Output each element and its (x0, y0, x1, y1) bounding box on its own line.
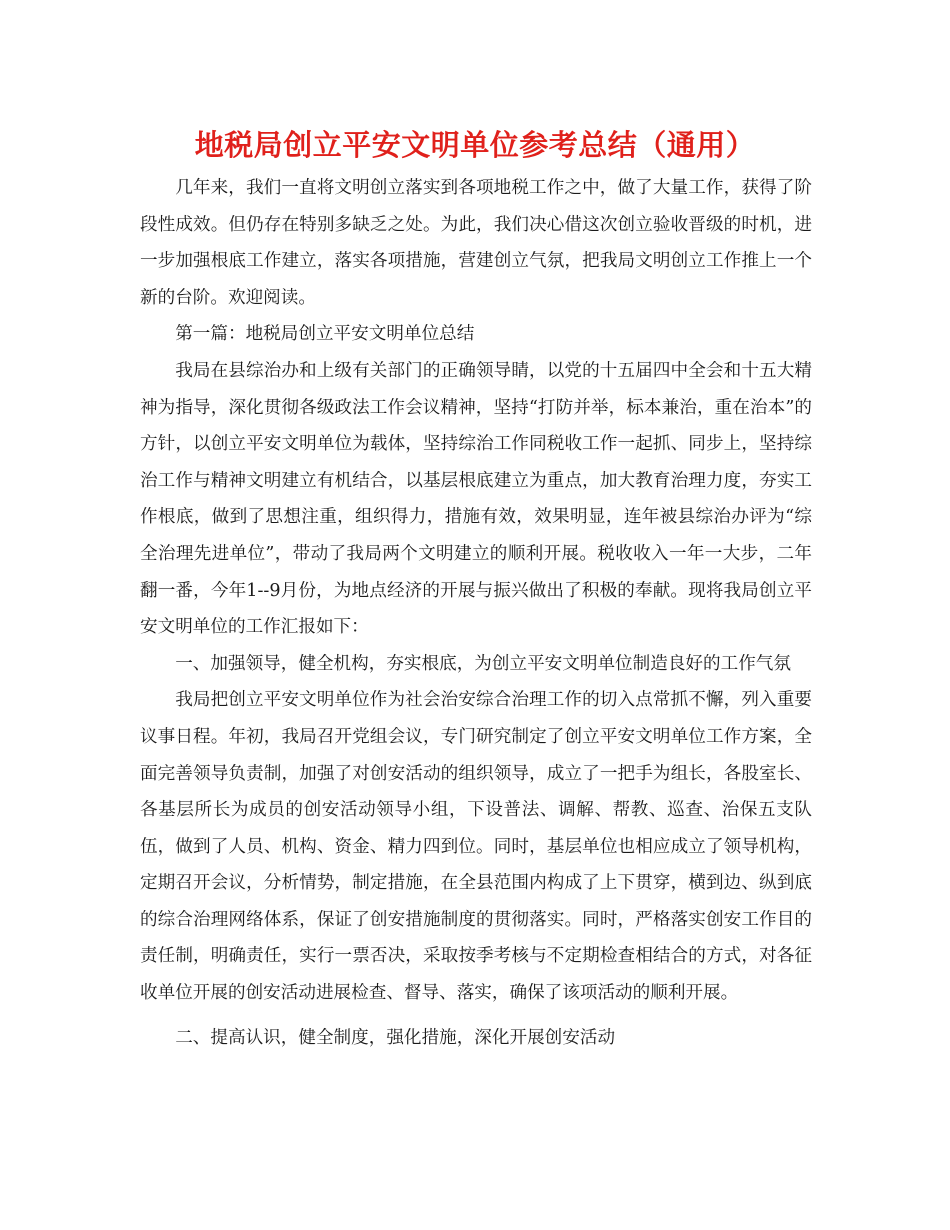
overview-paragraph: 我局在县综治办和上级有关部门的正确领导睛，以党的十五届四中全会和十五大精神为指导，深化贯彻各级政法工作会议精神，坚持“打防并举，标本兼治，重在治本”的方针，以创立平安文明单位为载体，坚持综治工作同税收工作一起抓、同步上，坚持综治工作与精神文明建立有机结合，以基层根底建立为重点，加大教育治理力度，夯实工作根底，做到了思想注重，组织得力，措施有效，效果明显，连年被县综治办评为“综全治理先进单位”，带动了我局两个文明建立的顺利开展。税收收入一年一大步，二年翻一番，今年1--9月份，为地点经济的开展与振兴做出了积极的奉献。现将我局创立平安文明单位的工作汇报如下： (140, 360, 812, 638)
document-title: 地税局创立平安文明单位参考总结（通用） (194, 128, 756, 162)
section-one-heading: 一、加强领导，健全机构，夯实根底，为创立平安文明单位制造良好的工作气氛 (175, 653, 791, 674)
section-one-paragraph: 我局把创立平安文明单位作为社会治安综合治理工作的切入点常抓不懈，列入重要议事日程。年初，我局召开党组会议，专门研究制定了创立平安文明单位工作方案，全面完善领导负责制，加强了对创安活动的组织领导，成立了一把手为组长，各股室长、各基层所长为成员的创安活动领导小组，下设普法、调解、帮教、巡查、治保五支队伍，做到了人员、机构、资金、精力四到位。同时，基层单位也相应成立了领导机构，定期召开会议，分析情势，制定措施，在全县范围内构成了上下贯穿，横到边、纵到底的综合治理网络体系，保证了创安措施制度的贯彻落实。同时，严格落实创安工作目的责任制，明确责任，实行一票否决，采取按季考核与不定期检查相结合的方式，对各征收单位开展的创安活动进展检查、督导、落实，确保了该项活动的顺利开展。 (140, 690, 812, 1004)
document-body (140, 170, 812, 1056)
section-two-heading: 二、提高认识，健全制度，强化措施，深化开展创安活动 (175, 1027, 616, 1048)
part-one-heading: 第一篇：地税局创立平安文明单位总结 (175, 324, 475, 345)
intro-paragraph: 几年来，我们一直将文明创立落实到各项地税工作之中，做了大量工作，获得了阶段性成效。但仍存在特别多缺乏之处。为此，我们决心借这次创立验收晋级的时机，进一步加强根底工作建立，落实各项措施，营建创立气氛，把我局文明创立工作推上一个新的台阶。欢迎阅读。 (140, 178, 812, 308)
